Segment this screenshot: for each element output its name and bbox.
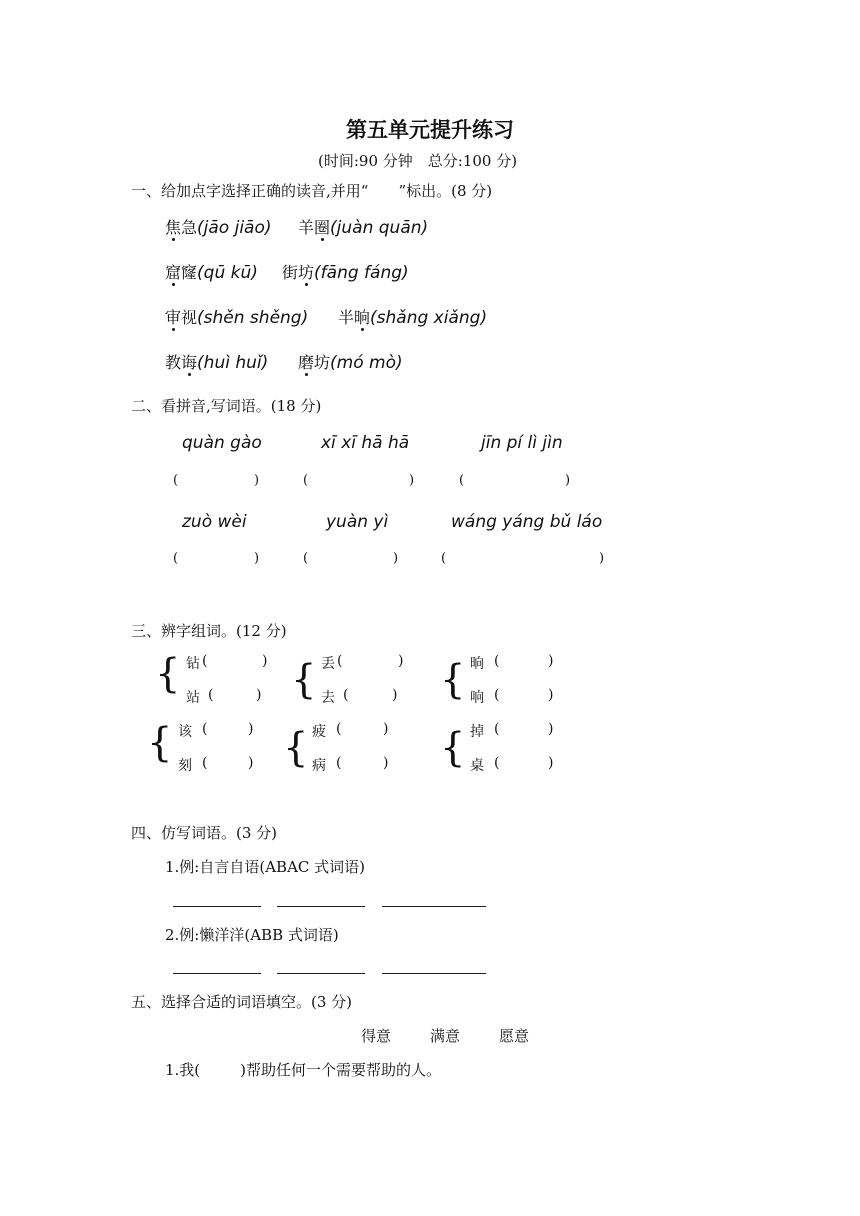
left-brace: { — [283, 725, 309, 771]
blank-close: ) — [398, 653, 404, 669]
word-option: 满意 — [430, 1027, 461, 1045]
answer-blank-open: ( — [303, 551, 309, 566]
answer-blank-open: ( — [173, 473, 179, 488]
char-label: 响 — [470, 690, 484, 706]
dotted-char: 晌 — [354, 308, 371, 327]
question-1: 1.我( )帮助任何一个需要帮助的人。 — [165, 1061, 442, 1079]
blank-close: ) — [392, 687, 398, 703]
pinyin-word: zuò wèi — [182, 512, 247, 532]
blank-open: ( — [343, 687, 349, 703]
answer-blank-close: ) — [393, 551, 399, 566]
blank-open: ( — [337, 653, 343, 669]
answer-blank-close: ) — [254, 551, 260, 566]
left-brace: { — [440, 657, 466, 703]
blank-open: ( — [336, 755, 342, 771]
answer-blank-open: ( — [459, 473, 465, 488]
char-label: 刻 — [178, 758, 192, 774]
blank-close: ) — [256, 687, 262, 703]
char-label: 病 — [312, 758, 326, 774]
char-label: 晌 — [470, 656, 484, 672]
blank-open: ( — [494, 755, 500, 771]
pinyin-choice-item: 半晌(shǎng xiǎng) — [338, 308, 488, 328]
blank-close: ) — [548, 721, 554, 737]
char-label: 丢 — [321, 656, 335, 672]
blank-open: ( — [336, 721, 342, 737]
blank-close: ) — [383, 721, 389, 737]
pinyin-word: yuàn yì — [326, 512, 389, 532]
char-label: 钻 — [186, 656, 200, 672]
blank-close: ) — [248, 755, 254, 771]
blank-open: ( — [494, 687, 500, 703]
dotted-char: 诲 — [181, 353, 198, 372]
answer-blank-close: ) — [565, 473, 571, 488]
answer-blank-close: ) — [254, 473, 260, 488]
blank-close: ) — [248, 721, 254, 737]
pinyin-word: jīn pí lì jìn — [481, 433, 563, 453]
dotted-char: 磨 — [298, 353, 315, 372]
dotted-char: 窟 — [165, 263, 182, 282]
pinyin-choice-item: 审视(shěn shěng) — [165, 308, 309, 328]
answer-line — [277, 906, 365, 907]
left-brace: { — [155, 651, 181, 697]
pinyin-word: xī xī hā hā — [321, 433, 410, 453]
blank-open: ( — [208, 687, 214, 703]
left-brace: { — [440, 725, 466, 771]
section-3-heading: 三、辨字组词。(12 分) — [131, 622, 287, 640]
char-label: 桌 — [470, 758, 484, 774]
blank-close: ) — [548, 687, 554, 703]
char-label: 站 — [186, 690, 200, 706]
blank-close: ) — [548, 653, 554, 669]
dotted-char: 圈 — [314, 218, 331, 237]
answer-blank-open: ( — [303, 473, 309, 488]
section-4-heading: 四、仿写词语。(3 分) — [131, 824, 278, 842]
char-label: 去 — [321, 690, 335, 706]
section-2-heading: 二、看拼音,写词语。(18 分) — [131, 397, 322, 415]
blank-close: ) — [548, 755, 554, 771]
pinyin-choice-item: 教诲(huì huǐ) — [165, 353, 269, 373]
page-title: 第五单元提升练习 — [346, 117, 514, 142]
char-label: 掉 — [470, 724, 484, 740]
pinyin-choice-item: 窟窿(qū kū) — [165, 263, 258, 283]
pinyin-word: wáng yáng bǔ láo — [451, 512, 603, 532]
answer-blank-close: ) — [409, 473, 415, 488]
answer-blank-open: ( — [173, 551, 179, 566]
answer-line — [382, 973, 486, 974]
example-2: 2.例:懒洋洋(ABB 式词语) — [165, 926, 339, 944]
pinyin-choice-item: 羊圈(juàn quān) — [298, 218, 429, 238]
example-1: 1.例:自言自语(ABAC 式词语) — [165, 858, 366, 876]
dotted-char: 坊 — [298, 263, 315, 282]
pinyin-choice-item: 磨坊(mó mò) — [298, 353, 403, 373]
left-brace: { — [147, 720, 173, 766]
blank-open: ( — [202, 653, 208, 669]
answer-line — [277, 973, 365, 974]
answer-blank-open: ( — [441, 551, 447, 566]
char-label: 该 — [178, 724, 192, 740]
answer-line — [173, 973, 261, 974]
page-subtitle: (时间:90 分钟 总分:100 分) — [318, 152, 518, 170]
char-label: 疲 — [312, 724, 326, 740]
dotted-char: 焦 — [165, 218, 182, 237]
blank-open: ( — [494, 721, 500, 737]
answer-line — [173, 906, 261, 907]
word-option: 愿意 — [499, 1027, 530, 1045]
answer-line — [382, 906, 486, 907]
word-option: 得意 — [361, 1027, 392, 1045]
blank-open: ( — [202, 755, 208, 771]
pinyin-choice-item: 焦急(jāo jiāo) — [165, 218, 272, 238]
pinyin-word: quàn gào — [182, 433, 262, 453]
left-brace: { — [291, 657, 317, 703]
blank-open: ( — [202, 721, 208, 737]
blank-close: ) — [262, 653, 268, 669]
section-5-heading: 五、选择合适的词语填空。(3 分) — [131, 993, 353, 1011]
blank-close: ) — [383, 755, 389, 771]
blank-open: ( — [494, 653, 500, 669]
section-1-heading: 一、给加点字选择正确的读音,并用“ ”标出。(8 分) — [131, 182, 493, 200]
dotted-char: 审 — [165, 308, 182, 327]
answer-blank-close: ) — [599, 551, 605, 566]
pinyin-choice-item: 街坊(fāng fáng) — [282, 263, 409, 283]
